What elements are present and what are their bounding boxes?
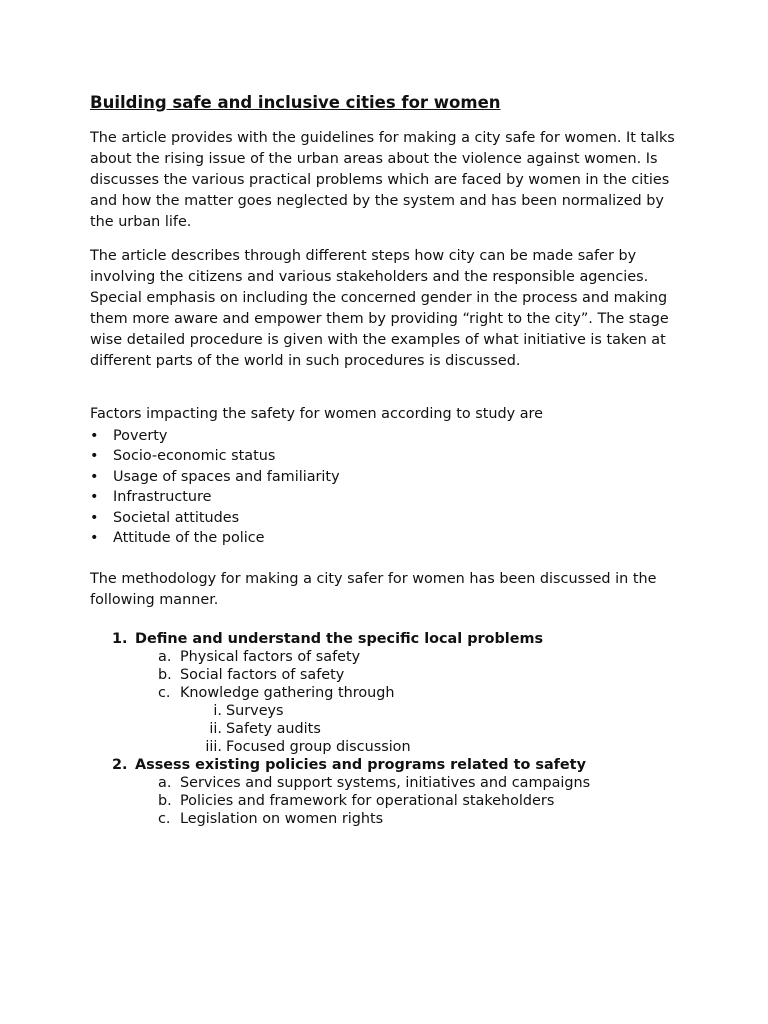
subitem-text: Focused group discussion [226,739,411,755]
subitem-marker: ii. [209,721,222,737]
step-subitem [90,702,690,720]
bullet-icon: • [90,468,99,485]
item-text: Social factors of safety [180,667,345,683]
step-title: Assess existing policies and programs related to safety [135,757,586,773]
list-item-text: Infrastructure [113,489,212,506]
subitem-text: Safety audits [226,721,321,737]
list-item [90,426,340,446]
list-item [90,487,340,507]
factors-list [90,426,340,548]
list-item-text: Socio-economic status [113,448,276,465]
list-item-text: Usage of spaces and familiarity [113,468,340,485]
step-item [90,684,690,702]
item-text: Policies and framework for operational stakeholders [180,793,555,809]
list-item-text: Attitude of the police [113,530,265,547]
item-marker: b. [158,793,172,809]
bullet-icon: • [90,530,99,547]
paragraph-methodology-intro: The methodology for making a city safer for women has been discussed in the following manner. [90,571,657,608]
list-item-text: Poverty [113,428,168,444]
bullet-icon: • [90,489,99,506]
bullet-icon: • [90,448,99,465]
subitem-marker: iii. [205,739,222,755]
step-item [90,666,690,684]
step-title: Define and understand the specific local problems [135,631,544,647]
bullet-icon: • [90,509,99,526]
step-subitem [90,738,690,756]
subitem-marker: i. [213,703,222,719]
item-marker: a. [158,649,172,665]
item-marker: a. [158,775,172,791]
step-heading [90,756,690,774]
item-marker: c. [158,685,171,701]
list-item [90,508,340,528]
step-item [90,774,690,792]
step-number: 2. [112,757,128,773]
methodology-steps [90,630,690,828]
step-item [90,810,690,828]
list-item [90,467,340,487]
step-heading [90,630,690,648]
document-title: Building safe and inclusive cities for women [90,93,501,112]
step-item [90,792,690,810]
item-marker: b. [158,667,172,683]
list-item-text: Societal attitudes [113,509,240,526]
subitem-text: Surveys [226,703,284,719]
step-item [90,648,690,666]
item-text: Knowledge gathering through [180,685,395,701]
paragraph-steps: The article describes through different steps how city can be made safer by involving the citizens and various stakeholders and the responsible agencies. Special emphasis on including the concerned gender in the process and making them more aware and empower them by providing “right to the city”. The stage wise detailed procedure is given with the examples of what initiative is taken at different parts of the world in such procedures is discussed. [90,248,669,369]
item-marker: c. [158,811,171,827]
item-text: Services and support systems, initiatives and campaigns [180,775,591,791]
paragraph-summary: The article provides with the guidelines for making a city safe for women. It talks about the rising issue of the urban areas about the violence against women. Is discusses the various practical problems which are faced by women in the cities and how the matter goes neglected by the system and has been normalized by the urban life. [90,130,675,230]
item-text: Legislation on women rights [180,811,384,827]
list-item [90,446,340,466]
paragraph-factors-intro: Factors impacting the safety for women according to study are [90,406,543,422]
list-item [90,528,340,548]
item-text: Physical factors of safety [180,649,361,665]
step-subitem [90,720,690,738]
step-number: 1. [112,631,128,647]
bullet-icon: • [90,428,99,444]
